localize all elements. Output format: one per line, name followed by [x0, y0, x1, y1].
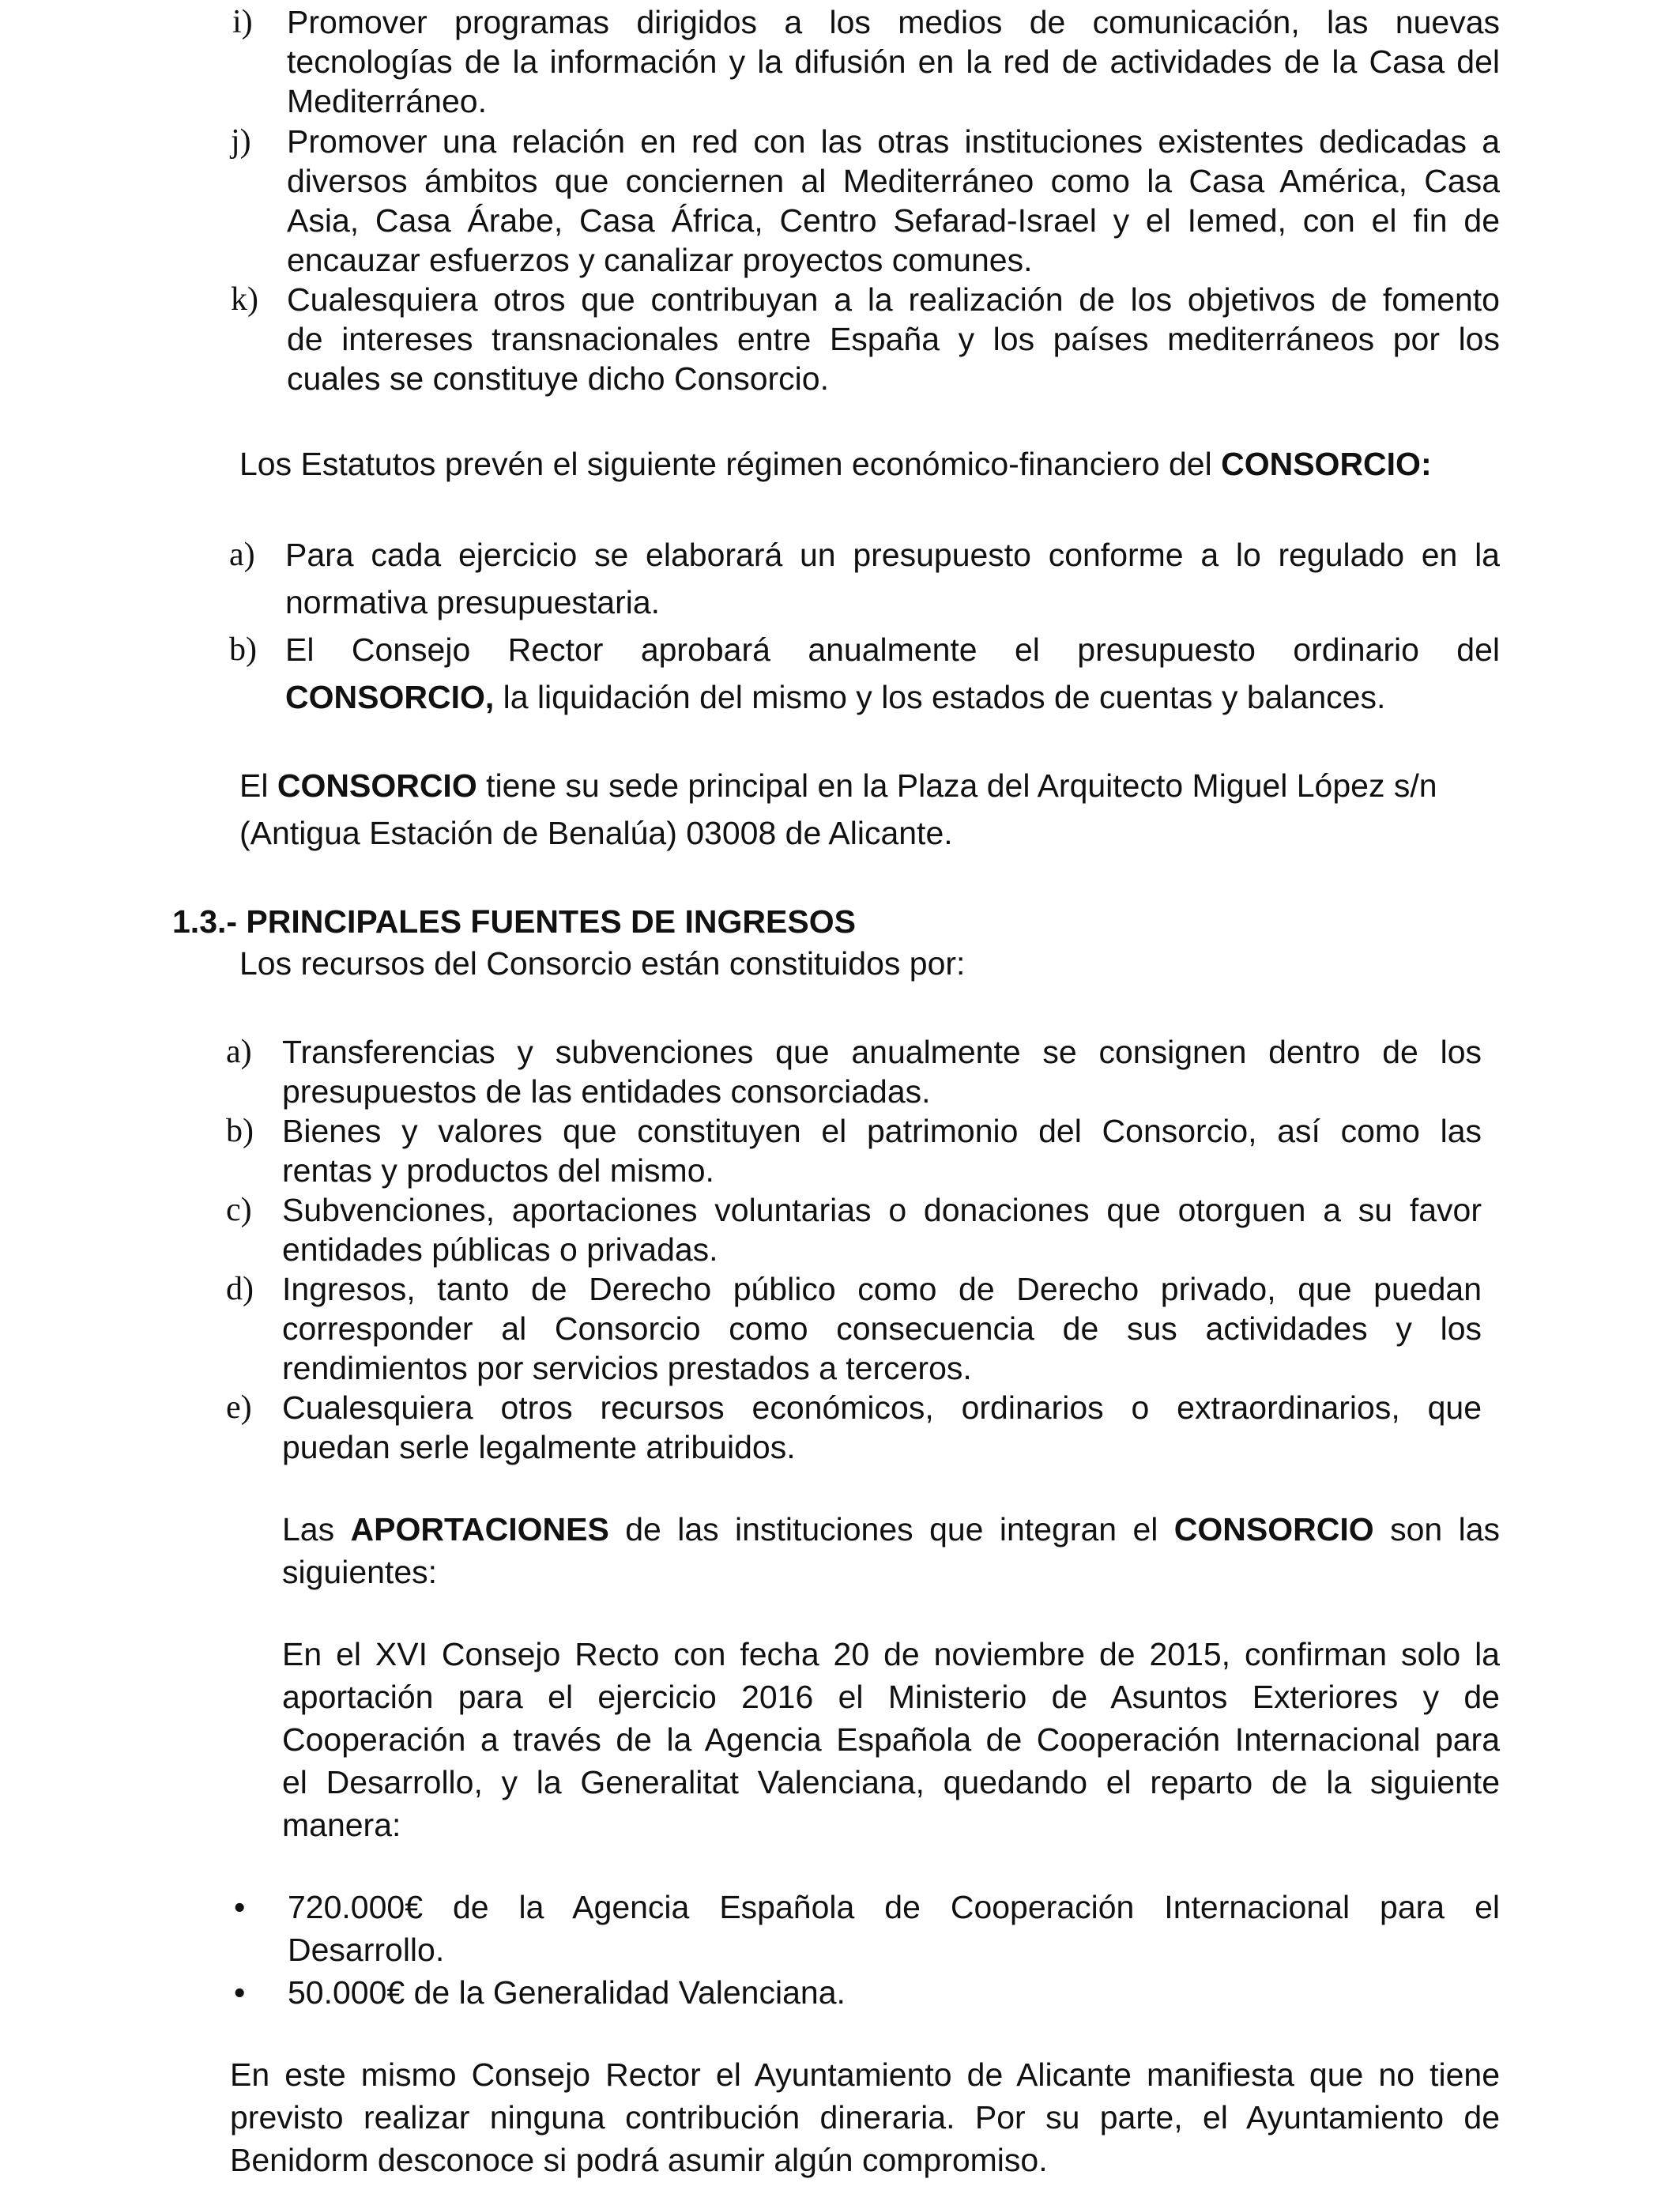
list-item-line: El Consejo Rector aprobará anualmente el presupuesto ordinario del [285, 631, 1500, 668]
paragraph-line: manera: [282, 1807, 401, 1843]
list-item-line: 50.000€ de la Generalidad Valenciana. [288, 1974, 846, 2011]
list-marker: b) [229, 631, 257, 668]
paragraph-line: En este mismo Consejo Rector el Ayuntamiento de Alicante manifiesta que no tiene [230, 2056, 1500, 2093]
list-marker: k) [231, 281, 258, 318]
aportaciones-line: siguientes: [282, 1554, 438, 1590]
list-item-line: presupuestos de las entidades consorciadas. [282, 1073, 931, 1110]
list-marker: j) [231, 123, 251, 160]
list-item-line: Asia, Casa Árabe, Casa África, Centro Sefarad-Israel y el Iemed, con el fin de [287, 202, 1500, 239]
list-item-line: CONSORCIO, la liquidación del mismo y los estados de cuentas y balances. [285, 679, 1386, 715]
list-item-line: cuales se constituye dicho Consorcio. [287, 360, 829, 397]
list-item-line: entidades públicas o privadas. [282, 1231, 718, 1268]
list-item-line: Mediterráneo. [287, 83, 487, 119]
list-item-line: normativa presupuestaria. [285, 584, 661, 620]
list-item-line: rendimientos por servicios prestados a terceros. [282, 1350, 972, 1386]
list-item-line: diversos ámbitos que conciernen al Mediterráneo como la Casa América, Casa [287, 163, 1500, 199]
list-item-line: corresponder al Consorcio como consecuencia de sus actividades y los [282, 1310, 1482, 1347]
list-marker: e) [226, 1389, 252, 1426]
bullet-icon: • [234, 1889, 246, 1925]
list-marker: c) [226, 1192, 252, 1228]
list-item-line: Cualesquiera otros recursos económicos, ordinarios o extraordinarios, que [282, 1389, 1482, 1426]
list-item-line: Promover una relación en red con las otras instituciones existentes dedicadas a [287, 123, 1500, 160]
list-item-line: puedan serle legalmente atribuidos. [282, 1429, 796, 1465]
list-item-line: Desarrollo. [288, 1932, 445, 1968]
paragraph-line: En el XVI Consejo Recto con fecha 20 de noviembre de 2015, confirman solo la [282, 1636, 1500, 1672]
list-marker: a) [229, 537, 255, 573]
list-marker: d) [226, 1271, 254, 1307]
paragraph-line: el Desarrollo, y la Generalitat Valenciana, quedando el reparto de la siguiente [282, 1764, 1500, 1800]
bullet-icon: • [234, 1974, 246, 2011]
list-marker: b) [226, 1113, 254, 1149]
list-item-line: encauzar esfuerzos y canalizar proyectos comunes. [287, 242, 1033, 278]
list-item-line: Para cada ejercicio se elaborará un presupuesto conforme a lo regulado en la [285, 537, 1500, 573]
sede-line: (Antigua Estación de Benalúa) 03008 de Alicante. [239, 815, 953, 851]
aportaciones-line: Las APORTACIONES de las instituciones que integran el CONSORCIO son las [282, 1511, 1500, 1547]
list-item-line: Promover programas dirigidos a los medios de comunicación, las nuevas [287, 4, 1500, 40]
list-item-line: de intereses transnacionales entre España y los países mediterráneos por los [287, 321, 1500, 357]
list-item-line: tecnologías de la información y la difusión en la red de actividades de la Casa del [287, 43, 1500, 80]
list-item-line: Cualesquiera otros que contribuyan a la realización de los objetivos de fomento [287, 281, 1500, 318]
paragraph-line: Benidorm desconoce si podrá asumir algún compromiso. [230, 2142, 1048, 2178]
list-item-line: 720.000€ de la Agencia Española de Cooperación Internacional para el [288, 1889, 1500, 1925]
list-item-line: Bienes y valores que constituyen el patrimonio del Consorcio, así como las [282, 1113, 1482, 1149]
section-heading: 1.3.- PRINCIPALES FUENTES DE INGRESOS [172, 903, 856, 940]
list-marker: a) [226, 1034, 252, 1070]
section-intro: Los recursos del Consorcio están constituidos por: [239, 945, 966, 982]
paragraph-line: previsto realizar ninguna contribución dineraria. Por su parte, el Ayuntamiento de [230, 2099, 1500, 2136]
list-item-line: Subvenciones, aportaciones voluntarias o donaciones que otorguen a su favor [282, 1192, 1482, 1228]
list-marker: i) [232, 4, 253, 40]
paragraph-line: Cooperación a través de la Agencia Española de Cooperación Internacional para [282, 1721, 1500, 1758]
paragraph-line: aportación para el ejercicio 2016 el Ministerio de Asuntos Exteriores y de [282, 1679, 1500, 1715]
sede-line: El CONSORCIO tiene su sede principal en la Plaza del Arquitecto Miguel López s/n [239, 767, 1437, 804]
estatutos-intro: Los Estatutos prevén el siguiente régimen económico-financiero del CONSORCIO: [239, 446, 1432, 482]
list-item-line: Transferencias y subvenciones que anualmente se consignen dentro de los [282, 1034, 1482, 1070]
list-item-line: rentas y productos del mismo. [282, 1152, 714, 1189]
list-item-line: Ingresos, tanto de Derecho público como de Derecho privado, que puedan [282, 1271, 1482, 1307]
